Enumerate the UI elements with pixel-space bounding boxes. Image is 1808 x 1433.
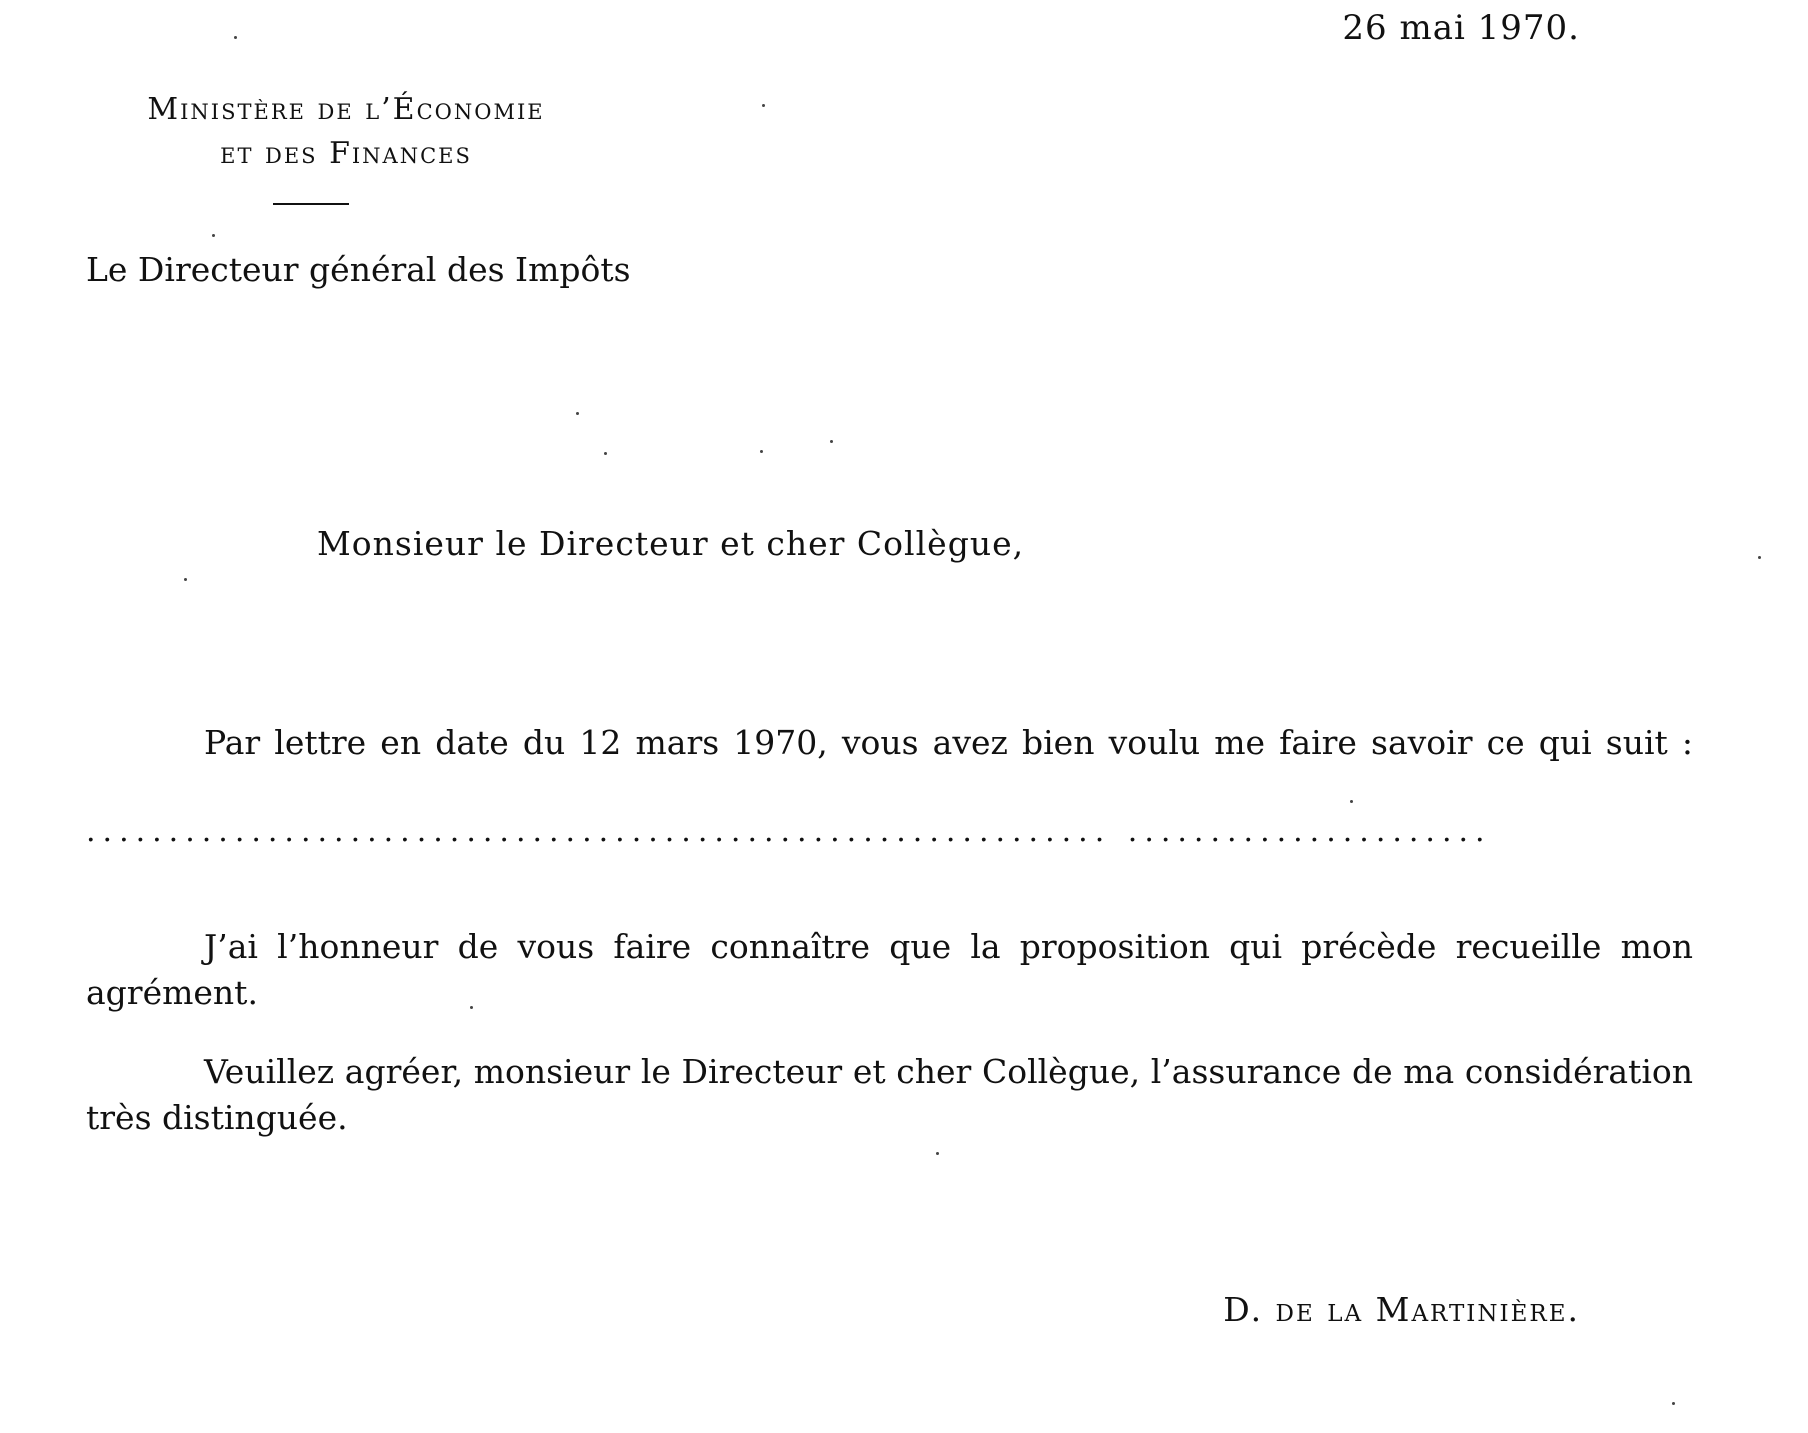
- scan-speck: [1350, 800, 1353, 803]
- ministry-header: [118, 88, 574, 176]
- scan-speck: [604, 452, 607, 455]
- paragraph-approval: J’ai l’honneur de vous faire connaître que la proposition qui précède recueille mon agrément.: [86, 927, 1693, 1012]
- paragraph-intro: Par lettre en date du 12 mars 1970, vous avez bien voulu me faire savoir ce qui suit :: [204, 723, 1693, 762]
- signature: D. de la Martinière.: [1223, 1290, 1580, 1329]
- scan-speck: [1758, 556, 1761, 559]
- scan-speck: [212, 234, 215, 237]
- scan-speck: [184, 578, 187, 581]
- ministry-divider: [273, 203, 349, 205]
- salutation: Monsieur le Directeur et cher Collègue,: [317, 524, 1025, 563]
- letter-date: 26 mai 1970.: [1342, 8, 1580, 48]
- sender-title: Le Directeur général des Impôts: [86, 250, 631, 289]
- ministry-line-1: Ministère de l’Économie: [147, 92, 545, 127]
- scan-speck: [830, 440, 833, 443]
- ministry-line-2: et des Finances: [220, 136, 472, 171]
- scan-speck: [576, 412, 579, 415]
- scan-speck: [1672, 1402, 1675, 1405]
- scan-speck: [234, 36, 237, 39]
- paragraph-closing: Veuillez agréer, monsieur le Directeur et cher Collègue, l’assurance de ma considération très distinguée.: [86, 1052, 1693, 1137]
- scan-speck: [936, 1152, 939, 1155]
- scan-speck: [760, 450, 763, 453]
- scan-speck: [470, 1006, 473, 1009]
- scan-speck: [762, 104, 765, 107]
- ellipsis-line: .............................................................. ......................: [86, 814, 1492, 849]
